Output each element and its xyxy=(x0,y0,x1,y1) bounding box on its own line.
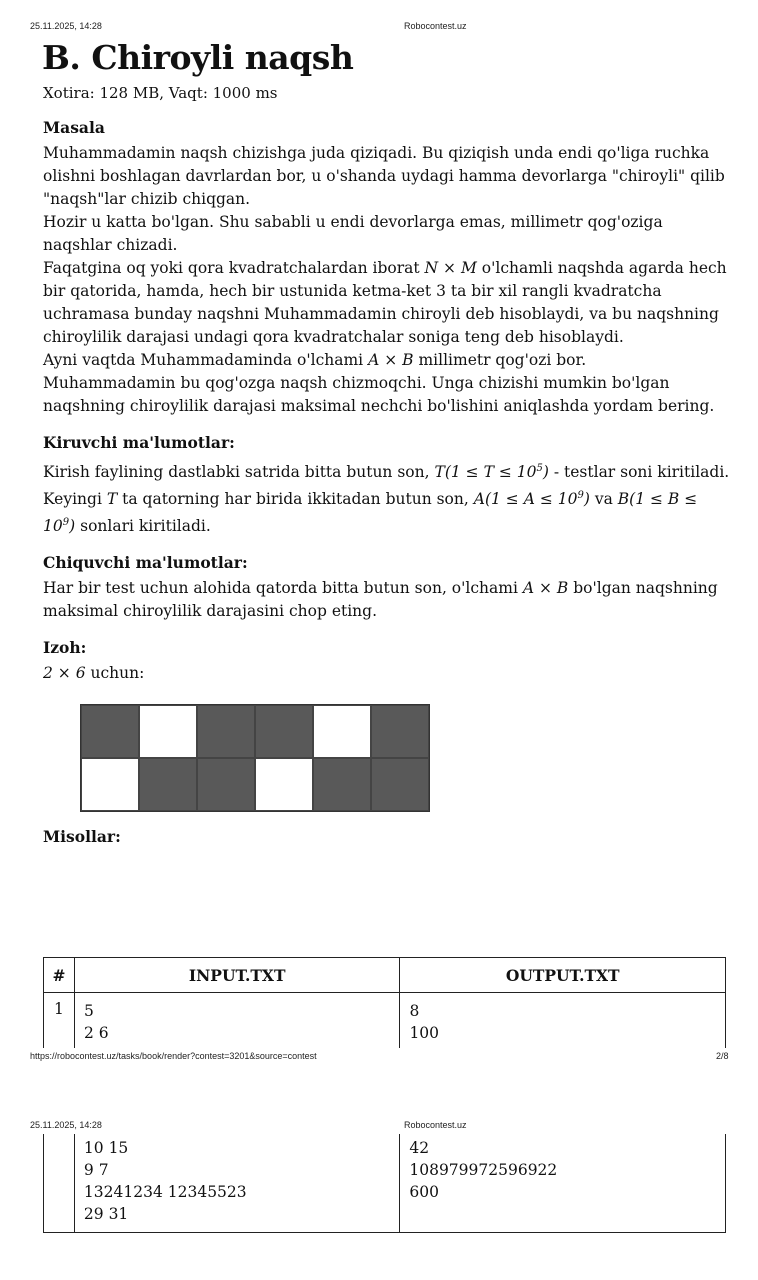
print-datetime: 25.11.2025, 14:28 xyxy=(30,1120,102,1130)
pattern-cell-black xyxy=(197,705,255,758)
text-span: Ayni vaqtda Muhammadaminda o'lchami xyxy=(43,351,364,369)
output-section xyxy=(43,553,733,623)
input-cell: 10 15 9 7 13241234 12345523 29 31 xyxy=(74,1134,399,1232)
statement-paragraph: Hozir u katta bo'lgan. Shu sababli u endi devorlarga emas, millimetr qog'oziga naqshlar chizadi. xyxy=(43,213,663,254)
text-span: sonlari kiritiladi. xyxy=(80,517,211,536)
pattern-cell-white xyxy=(313,705,371,758)
output-cell: 8 100 xyxy=(400,993,726,1048)
text-span: Faqatgina oq yoki qora kvadratchalardan iborat xyxy=(43,259,420,277)
text-span: o'lchamli naqshda agarda hech bir qatorida, hamda, hech bir ustunida ketma-ket 3 ta bir xil rangli kvadratcha uchramasa bunday naqshni Muhammadamin chiroyli deb hisoblaydi, va bu naqshning chiroylilik darajasi undagi qora kvadratchalar soniga teng deb hisoblaydi. xyxy=(43,259,727,346)
text-span: - testlar soni kiritiladi. xyxy=(553,463,730,482)
input-section xyxy=(43,433,733,538)
examples-table-continued xyxy=(43,1134,726,1233)
text-span: Har bir test uchun alohida qatorda bitta butun son, o'lchami xyxy=(43,579,518,598)
statement-paragraph xyxy=(43,349,733,372)
math-expression: A × B xyxy=(368,351,414,369)
input-paragraph xyxy=(43,484,733,538)
statement-paragraph: Muhammadamin naqsh chizishga juda qiziqadi. Bu qiziqish unda endi qo'liga ruchka olishni boshlagan davrlardan bor, u o'shanda uydagi hamma devorlarga "chiroyli" qilib "naqsh"lar chizib chiqgan. xyxy=(43,144,725,208)
note-section xyxy=(43,638,733,812)
math-expression: 2 × 6 xyxy=(43,664,86,683)
math-exponent: 5 xyxy=(536,463,543,474)
table-header-row xyxy=(44,958,726,993)
math-expression: A × B xyxy=(522,579,569,598)
pattern-cell-white xyxy=(81,758,139,811)
math-expression xyxy=(474,490,590,508)
math-part: ) xyxy=(69,517,76,536)
text-span: va xyxy=(594,490,613,509)
pattern-cell-black xyxy=(255,705,313,758)
note-paragraph xyxy=(43,662,733,685)
pattern-cell-black xyxy=(371,705,429,758)
problem-title: B. Chiroyli naqsh xyxy=(42,38,354,77)
math-exponent: 9 xyxy=(62,517,70,529)
col-header-num: # xyxy=(44,958,75,993)
math-part: T(1 ≤ T ≤ 10 xyxy=(434,463,537,482)
pattern-grid xyxy=(80,704,430,812)
pattern-cell-black xyxy=(81,705,139,758)
col-header-output: OUTPUT.TXT xyxy=(400,958,726,993)
text-span: Keyingi xyxy=(43,490,102,509)
pattern-cell-black xyxy=(371,758,429,811)
math-part: B(1 ≤ B ≤ 10 xyxy=(43,490,698,536)
print-site-name: Robocontest.uz xyxy=(404,21,467,31)
statement-paragraph xyxy=(43,257,733,349)
examples-section xyxy=(43,827,733,846)
table-row xyxy=(44,1134,726,1232)
math-part: A(1 ≤ A ≤ 10 xyxy=(473,490,578,509)
problem-body xyxy=(43,118,733,851)
section-heading-output: Chiquvchi ma'lumotlar: xyxy=(43,553,248,573)
math-expression: T xyxy=(106,490,118,509)
examples-table xyxy=(43,957,726,1048)
print-site-name: Robocontest.uz xyxy=(404,1120,467,1130)
section-heading-note: Izoh: xyxy=(43,638,87,658)
math-expression xyxy=(434,463,548,481)
print-page-number: 2/8 xyxy=(716,1051,729,1061)
math-expression: N × M xyxy=(424,259,477,277)
text-span: uchun: xyxy=(90,664,145,683)
input-paragraph xyxy=(43,457,733,484)
text-span: ta qatorning har birida ikkitadan butun son, xyxy=(122,490,469,509)
pattern-cell-white xyxy=(255,758,313,811)
pattern-cell-black xyxy=(139,758,197,811)
input-cell: 5 2 6 xyxy=(74,993,399,1048)
section-heading-masala: Masala xyxy=(43,118,105,137)
output-paragraph xyxy=(43,577,733,623)
section-heading-examples: Misollar: xyxy=(43,827,121,847)
text-span: bo'lgan naqshning maksimal chiroylilik darajasini chop eting. xyxy=(43,579,718,621)
pattern-cell-black xyxy=(313,758,371,811)
math-exponent: 9 xyxy=(577,490,584,502)
section-heading-input: Kiruvchi ma'lumotlar: xyxy=(43,433,235,452)
print-datetime: 25.11.2025, 14:28 xyxy=(30,21,102,31)
math-part: ) xyxy=(583,490,590,509)
statement-paragraph: Muhammadamin bu qog'ozga naqsh chizmoqchi. Unga chizishi mumkin bo'lgan naqshning chiroylilik darajasi maksimal nechchi bo'lishini aniqlashda yordam bering. xyxy=(43,374,715,415)
row-number-empty xyxy=(44,1134,75,1232)
table-row xyxy=(44,993,726,1048)
text-span: Kirish faylining dastlabki satrida bitta butun son, xyxy=(43,463,430,482)
text-span: millimetr qog'ozi bor. xyxy=(418,351,587,369)
row-number: 1 xyxy=(44,993,75,1048)
pattern-cell-white xyxy=(139,705,197,758)
col-header-input: INPUT.TXT xyxy=(74,958,399,993)
limits-text: Xotira: 128 MB, Vaqt: 1000 ms xyxy=(43,84,278,102)
print-url: https://robocontest.uz/tasks/book/render?contest=3201&source=contest xyxy=(30,1051,317,1061)
pattern-cell-black xyxy=(197,758,255,811)
output-cell: 42 108979972596922 600 xyxy=(400,1134,726,1232)
problem-section xyxy=(43,118,733,418)
math-part: ) xyxy=(542,463,549,482)
